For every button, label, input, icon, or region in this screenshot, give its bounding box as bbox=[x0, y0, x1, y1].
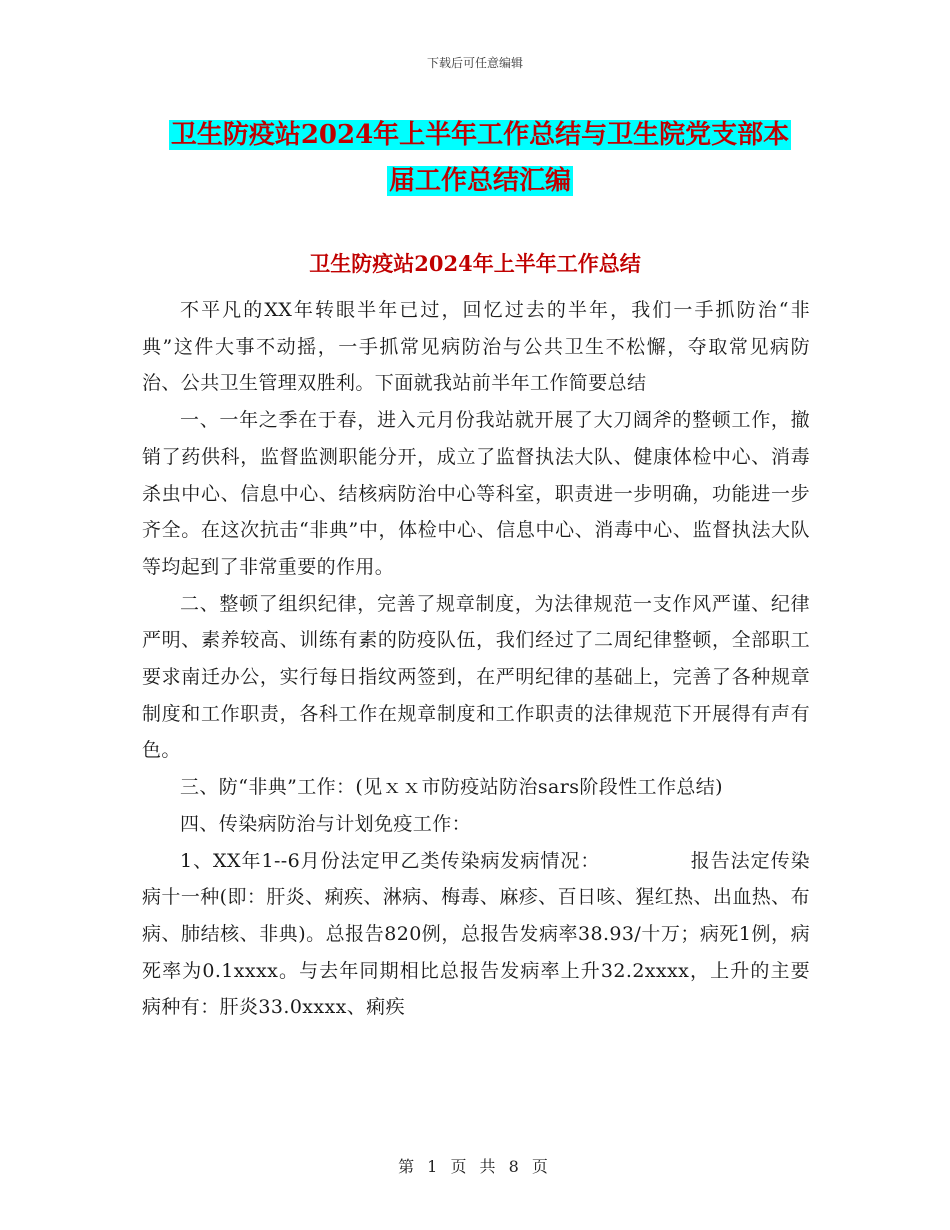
paragraph-intro: 不平凡的XX年转眼半年已过，回忆过去的半年，我们一手抓防治“非典”这件大事不动摇，一手抓常见病防治与公共卫生不松懈，夺取常见病防治、公共卫生管理双胜利。下面就我站前半年工作简要总结 bbox=[142, 299, 810, 395]
document-title-line-2: 届工作总结汇编 bbox=[388, 166, 571, 196]
paragraph-5: 1、XX年1--6月份法定甲乙类传染病发病情况： 报告法定传染病十一种(即：肝炎、痢疾、淋病、梅毒、麻疹、百日咳、猩红热、出血热、布病、肺结核、非典)。总报告820例，总报告发病率38.93/十万；病死1例，病死率为0.1xxxx。与去年同期相比总报告发病率上升32.2xxxx，上升的主要病种有：肝炎33.0xxxx、痢疾 bbox=[142, 849, 810, 1019]
paragraph-1: 一、一年之季在于春，进入元月份我站就开展了大刀阔斧的整顿工作，撤销了药供科，监督监测职能分开，成立了监督执法大队、健康体检中心、消毒杀虫中心、信息中心、结核病防治中心等科室，职责进一步明确，功能进一步齐全。在这次抗击“非典”中，体检中心、信息中心、消毒中心、监督执法大队等均起到了非常重要的作用。 bbox=[142, 409, 810, 578]
section-title: 卫生防疫站2024年上半年工作总结 bbox=[309, 251, 641, 276]
header-note: 下载后可任意编辑 bbox=[426, 56, 523, 70]
paragraph-2: 二、整顿了组织纪律，完善了规章制度，为法律规范一支作风严谨、纪律严明、素养较高、训练有素的防疫队伍，我们经过了二周纪律整顿，全部职工要求南迁办公，实行每日指纹两签到，在严明纪律的基础上，完善了各种规章制度和工作职责，各科工作在规章制度和工作职责的法律规范下开展得有声有色。 bbox=[142, 592, 810, 762]
paragraph-4: 四、传染病防治与计划免疫工作： bbox=[180, 812, 472, 835]
document-title-line-1: 卫生防疫站2024年上半年工作总结与卫生院党支部本 bbox=[170, 120, 790, 150]
paragraph-3: 三、防“非典”工作：(见ｘｘ市防疫站防治sars阶段性工作总结) bbox=[180, 776, 723, 799]
document-body bbox=[142, 292, 810, 1026]
page-footer: 第 1 页 共 8 页 bbox=[398, 1157, 552, 1176]
document-title bbox=[140, 112, 820, 204]
